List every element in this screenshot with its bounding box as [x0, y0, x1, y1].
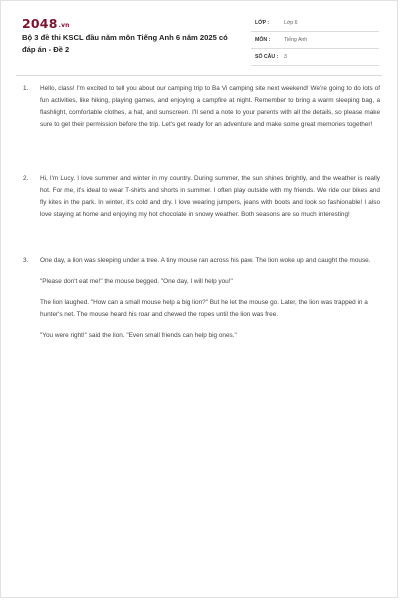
question-paragraph: Hi, I'm Lucy. I love summer and winter in my country. During summer, the sun shines brightly, and the weather is really hot. For me, it's ideal to wear T-shirts and shorts in summer. I often play outside with my friends. We ride our bikes and fly kites in the park. In winter, it's cold and dry. I love wearing jumpers, jeans with boots and look so fashionable! I also love staying at home and enjoying my hot chocolate in snowy weather. Both seasons are so much interesting!: [40, 175, 380, 218]
question-body: [40, 173, 380, 230]
question-number: 2.: [23, 175, 29, 182]
meta-row-subject: [251, 32, 379, 49]
document-header: [1, 1, 397, 76]
meta-value-subject: Tiếng Anh: [284, 37, 308, 43]
question-paragraph: One day, a lion was sleeping under a tree. A tiny mouse ran across his paw. The lion woke up and caught the mouse.: [40, 257, 371, 264]
meta-value-question-count: 3: [284, 54, 287, 60]
meta-row-question-count: [251, 49, 379, 66]
question-body: [40, 83, 380, 140]
meta-row-class: [251, 15, 379, 32]
meta-label-subject: MÔN :: [255, 37, 271, 43]
logo-tld-text: .vn: [58, 22, 70, 29]
question-paragraph: "Please don't eat me!" the mouse begged. "One day, I will help you!": [40, 278, 233, 285]
question-body: [40, 255, 380, 351]
header-divider: [16, 75, 382, 76]
question-number: 3.: [23, 257, 29, 264]
document-meta-table: [251, 15, 379, 66]
question-paragraph: The lion laughed. "How can a small mouse help a big lion?" But he let the mouse go. Later, the lion was trapped in a hunter's net. The mouse heard his roar and chewed the ropes until the lion was free.: [40, 299, 368, 318]
meta-label-class: LỚP :: [255, 20, 270, 26]
question-paragraph: Hello, class! I'm excited to tell you about our camping trip to Ba Vi camping site next weekend! We're going to do lots of fun activities, like hiking, playing games, and enjoying a campfire at night. Remember to bring a warm sleeping bag, a flashlight, comfortable clothes, a hat, and sunscreen. I'll send a note to your parents with all the details, so please make sure to get their permission before the trip. Let's get ready for an adventure and make some great memories together!: [40, 85, 380, 128]
meta-value-class: Lớp 6: [284, 20, 298, 26]
question-number: 1.: [23, 85, 29, 92]
meta-label-question-count: SỐ CÂU :: [255, 54, 279, 60]
logo-main-text: 2048: [22, 16, 58, 31]
question-paragraph: "You were right!" said the lion. "Even small friends can help big ones.": [40, 332, 237, 339]
document-title: Bộ 3 đề thi KSCL đầu năm môn Tiếng Anh 6 năm 2025 có đáp án - Đề 2: [22, 33, 228, 54]
site-logo[interactable]: [22, 16, 70, 31]
